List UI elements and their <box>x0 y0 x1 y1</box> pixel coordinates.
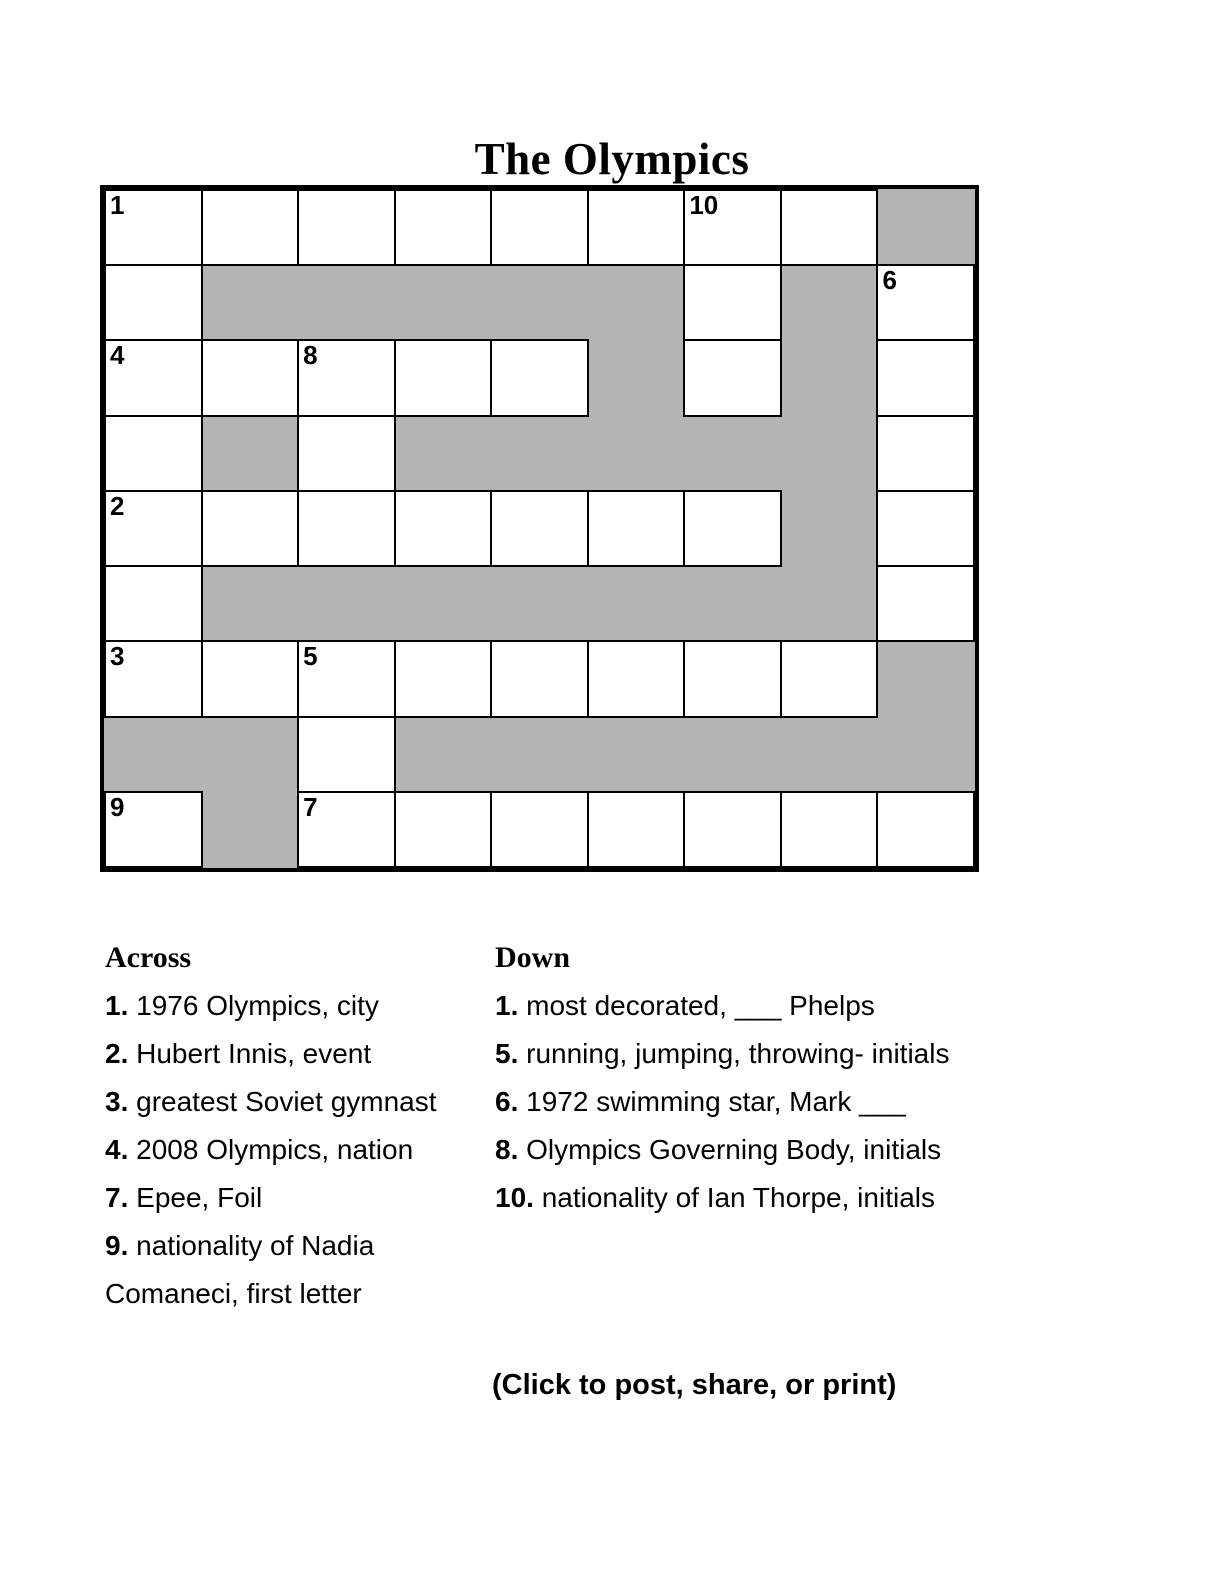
clue-number: 10. <box>495 1182 534 1213</box>
clue-text: greatest Soviet gymnast <box>128 1086 437 1117</box>
grid-block-cell <box>780 565 879 642</box>
cell-number: 6 <box>882 265 897 296</box>
grid-block-cell <box>490 264 589 341</box>
grid-cell[interactable] <box>201 490 300 567</box>
grid-cell[interactable] <box>587 791 686 868</box>
grid-cell[interactable] <box>683 339 782 416</box>
grid-cell[interactable] <box>683 264 782 341</box>
grid-cell[interactable] <box>104 415 203 492</box>
grid-cell[interactable] <box>394 189 493 266</box>
grid-cell[interactable] <box>490 791 589 868</box>
grid-block-cell <box>587 565 686 642</box>
footer-note[interactable]: (Click to post, share, or print) <box>492 1369 897 1401</box>
clue-item[interactable] <box>105 1030 495 1078</box>
page-title: The Olympics <box>474 134 750 185</box>
grid-block-cell <box>683 565 782 642</box>
clue-text: most decorated, ___ Phelps <box>518 990 875 1021</box>
clue-item[interactable] <box>105 1174 495 1222</box>
across-heading: Across <box>105 941 192 974</box>
grid-cell[interactable] <box>876 415 975 492</box>
grid-block-cell <box>780 490 879 567</box>
down-clues-column <box>495 938 1055 1222</box>
grid-cell[interactable] <box>876 339 975 416</box>
grid-cell[interactable] <box>297 339 396 416</box>
grid-block-cell <box>104 716 203 793</box>
clue-text: Epee, Foil <box>128 1182 263 1213</box>
clue-number: 9. <box>105 1230 129 1261</box>
grid-cell[interactable] <box>104 264 203 341</box>
grid-block-cell <box>683 415 782 492</box>
grid-cell[interactable] <box>587 640 686 717</box>
grid-block-cell <box>490 716 589 793</box>
grid-cell[interactable] <box>297 640 396 717</box>
grid-cell[interactable] <box>297 189 396 266</box>
clue-number: 4. <box>105 1134 129 1165</box>
clue-item[interactable] <box>495 982 1055 1030</box>
grid-block-cell <box>297 565 396 642</box>
grid-block-cell <box>297 264 396 341</box>
grid-block-cell <box>394 264 493 341</box>
grid-block-cell <box>587 339 686 416</box>
clue-number: 7. <box>105 1182 129 1213</box>
grid-cell[interactable] <box>394 490 493 567</box>
clue-item[interactable] <box>105 1126 495 1174</box>
grid-cell[interactable] <box>104 339 203 416</box>
grid-block-cell <box>490 565 589 642</box>
grid-block-cell <box>876 640 975 717</box>
cell-number: 5 <box>303 641 318 672</box>
grid-block-cell <box>683 716 782 793</box>
grid-cell[interactable] <box>490 189 589 266</box>
grid-cell[interactable] <box>587 189 686 266</box>
clue-number: 1. <box>105 990 129 1021</box>
grid-cell[interactable] <box>780 791 879 868</box>
grid-block-cell <box>394 415 493 492</box>
grid-cell[interactable] <box>780 640 879 717</box>
clues-section <box>105 938 1065 1318</box>
grid-block-cell <box>201 565 300 642</box>
grid-block-cell <box>780 339 879 416</box>
crossword-grid[interactable] <box>100 185 979 872</box>
grid-cell[interactable] <box>490 640 589 717</box>
grid-cell[interactable] <box>394 339 493 416</box>
clue-text: 1972 swimming star, Mark ___ <box>518 1086 906 1117</box>
clue-text: 1976 Olympics, city <box>128 990 379 1021</box>
grid-block-cell <box>201 791 300 868</box>
clue-item[interactable] <box>495 1126 1055 1174</box>
grid-cell[interactable] <box>201 189 300 266</box>
grid-cell[interactable] <box>297 716 396 793</box>
clue-item[interactable] <box>495 1030 1055 1078</box>
clue-text: nationality of Nadia Comaneci, first letter <box>105 1230 375 1309</box>
grid-cell[interactable] <box>780 189 879 266</box>
clue-item[interactable] <box>105 1222 495 1318</box>
clue-text: Hubert Innis, event <box>128 1038 372 1069</box>
grid-cell[interactable] <box>683 490 782 567</box>
grid-block-cell <box>780 716 879 793</box>
across-clues-column <box>105 938 495 1318</box>
grid-block-cell <box>587 264 686 341</box>
grid-cell[interactable] <box>104 791 203 868</box>
grid-cell[interactable] <box>683 640 782 717</box>
clue-number: 3. <box>105 1086 129 1117</box>
grid-block-cell <box>780 415 879 492</box>
grid-cell[interactable] <box>876 264 975 341</box>
grid-cell[interactable] <box>104 490 203 567</box>
grid-block-cell <box>490 415 589 492</box>
grid-cell[interactable] <box>490 490 589 567</box>
grid-cell[interactable] <box>297 415 396 492</box>
grid-block-cell <box>201 415 300 492</box>
clue-item[interactable] <box>495 1078 1055 1126</box>
grid-cell[interactable] <box>876 791 975 868</box>
cell-number: 10 <box>689 190 719 220</box>
cell-number: 3 <box>110 641 125 672</box>
grid-cell[interactable] <box>201 339 300 416</box>
clue-text: running, jumping, throwing- initials <box>518 1038 950 1069</box>
grid-cell[interactable] <box>876 565 975 642</box>
grid-block-cell <box>394 565 493 642</box>
grid-cell[interactable] <box>104 189 203 266</box>
cell-number: 2 <box>110 490 125 521</box>
grid-block-cell <box>201 264 300 341</box>
across-clue-list <box>105 982 495 1318</box>
clue-number: 8. <box>495 1134 519 1165</box>
grid-block-cell <box>587 415 686 492</box>
grid-cell[interactable] <box>104 640 203 717</box>
clue-text: nationality of Ian Thorpe, initials <box>533 1182 935 1213</box>
cell-number: 7 <box>303 791 318 822</box>
clue-item[interactable] <box>105 1078 495 1126</box>
clue-text: Olympics Governing Body, initials <box>518 1134 942 1165</box>
grid-cell[interactable] <box>297 791 396 868</box>
grid-block-cell <box>201 716 300 793</box>
cell-number: 1 <box>110 190 125 220</box>
grid-cell[interactable] <box>587 490 686 567</box>
grid-cell[interactable] <box>683 791 782 868</box>
clue-number: 1. <box>495 990 519 1021</box>
clue-number: 6. <box>495 1086 519 1117</box>
clue-item[interactable] <box>495 1174 1055 1222</box>
grid-cell[interactable] <box>394 791 493 868</box>
cell-number: 4 <box>110 340 125 371</box>
grid-cell[interactable] <box>297 490 396 567</box>
cell-number: 9 <box>110 791 125 822</box>
cell-number: 8 <box>303 340 318 371</box>
grid-block-cell <box>780 264 879 341</box>
grid-cell[interactable] <box>876 490 975 567</box>
grid-block-cell <box>587 716 686 793</box>
down-heading: Down <box>495 941 571 974</box>
grid-block-cell <box>876 189 975 266</box>
clue-text: 2008 Olympics, nation <box>128 1134 414 1165</box>
grid-cell[interactable] <box>104 565 203 642</box>
grid-cell[interactable] <box>394 640 493 717</box>
grid-cell[interactable] <box>683 189 782 266</box>
grid-block-cell <box>876 716 975 793</box>
grid-cell[interactable] <box>490 339 589 416</box>
clue-item[interactable] <box>105 982 495 1030</box>
clue-number: 5. <box>495 1038 519 1069</box>
clue-number: 2. <box>105 1038 129 1069</box>
grid-cell[interactable] <box>201 640 300 717</box>
down-clue-list <box>495 982 1055 1222</box>
grid-block-cell <box>394 716 493 793</box>
